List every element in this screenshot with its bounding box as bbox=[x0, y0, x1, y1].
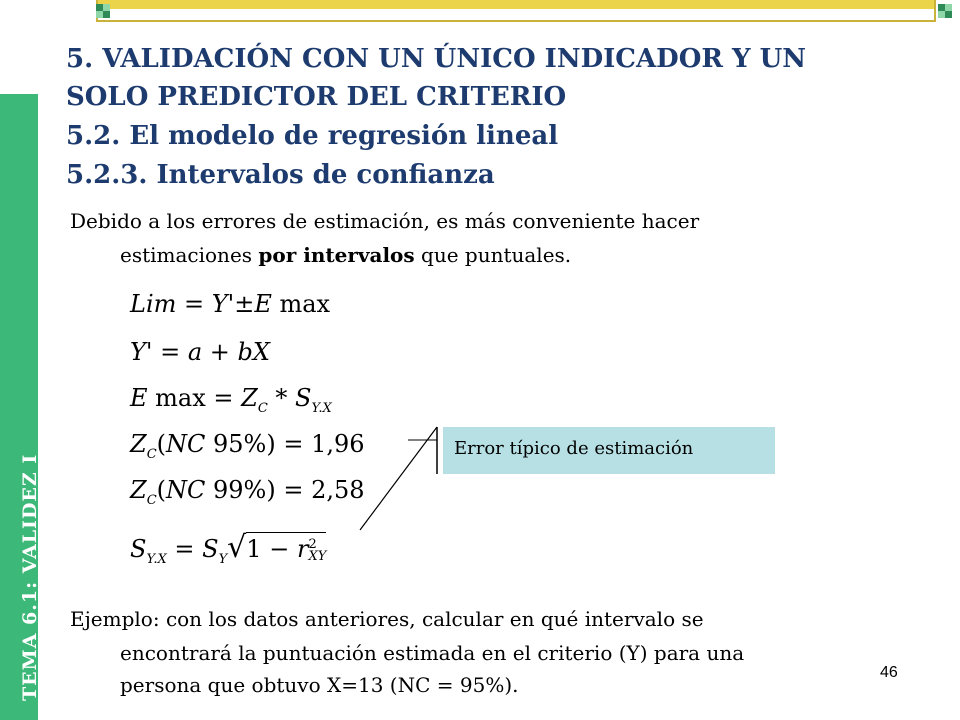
f1-lhs: Lim bbox=[130, 290, 177, 318]
f6-sy: S bbox=[202, 535, 219, 563]
f6-sy-sub: Y bbox=[218, 551, 228, 567]
f3-star: * bbox=[267, 384, 296, 412]
f3-e: E bbox=[130, 384, 148, 412]
example-paragraph bbox=[70, 602, 916, 700]
f6-s-sub: Y.X bbox=[146, 551, 167, 567]
f1-pm: ± bbox=[234, 290, 255, 318]
f1-eq: = bbox=[176, 290, 212, 318]
example-line3: persona que obtuvo X=13 (NC = 95%). bbox=[120, 673, 519, 697]
f3-z-sub: C bbox=[257, 400, 268, 416]
f1-yprime: Y' bbox=[211, 290, 235, 318]
side-label: TEMA 6.1: VALIDEZ I bbox=[19, 453, 41, 701]
page-number: 46 bbox=[880, 664, 898, 681]
example-line1: Ejemplo: con los datos anteriores, calcular en qué intervalo se bbox=[70, 607, 704, 631]
f5-pct: 99% bbox=[205, 476, 267, 504]
section-title-line2: SOLO PREDICTOR DEL CRITERIO bbox=[66, 82, 567, 112]
f6-eq: = bbox=[166, 535, 203, 563]
f2-lhs: Y' bbox=[130, 338, 153, 366]
f6-minus: − bbox=[261, 535, 297, 563]
f6-s: S bbox=[130, 535, 147, 563]
f4-close: ) bbox=[266, 430, 276, 458]
f3-s: S bbox=[295, 384, 312, 412]
f2-eq: = bbox=[152, 338, 188, 366]
f2-plus: + bbox=[202, 338, 238, 366]
f6-one: 1 bbox=[246, 535, 262, 563]
callout-pointer-line bbox=[360, 427, 437, 530]
f5-nc: NC bbox=[166, 476, 206, 504]
callout-box: Error típico de estimación bbox=[443, 427, 775, 474]
f2-a: a bbox=[187, 338, 203, 366]
f5-eq: = bbox=[275, 476, 312, 504]
f6-r-sub: XY bbox=[308, 548, 327, 564]
f4-open: ( bbox=[156, 430, 167, 458]
f4-z-sub: C bbox=[146, 446, 157, 462]
f6-r: r bbox=[296, 535, 309, 563]
intro-bold-text: por intervalos bbox=[258, 243, 415, 267]
f5-val: 2,58 bbox=[311, 476, 365, 504]
example-line2: encontrará la puntuación estimada en el criterio (Y) para una bbox=[120, 641, 745, 665]
f5-z: Z bbox=[130, 476, 147, 504]
f4-nc: NC bbox=[166, 430, 206, 458]
f5-open: ( bbox=[156, 476, 167, 504]
f3-s-sub: Y.X bbox=[311, 400, 332, 416]
f2-bx: bX bbox=[237, 338, 270, 366]
f4-z: Z bbox=[130, 430, 147, 458]
f1-max: max bbox=[271, 290, 331, 318]
intro-line2-before: estimaciones bbox=[120, 243, 259, 267]
f3-max: max bbox=[147, 384, 206, 412]
section-title-line1: 5. VALIDACIÓN CON UN ÚNICO INDICADOR Y UN bbox=[66, 44, 807, 74]
sqrt-sign: √ bbox=[227, 530, 247, 565]
intro-line1: Debido a los errores de estimación, es más conveniente hacer bbox=[70, 209, 700, 233]
subsection-title: 5.2. El modelo de regresión lineal bbox=[66, 121, 559, 151]
f4-pct: 95% bbox=[205, 430, 267, 458]
f4-val: 1,96 bbox=[311, 430, 365, 458]
f6-r-sup: 2 bbox=[308, 536, 317, 552]
f1-e: E bbox=[254, 290, 272, 318]
f3-eq: = bbox=[205, 384, 242, 412]
f5-z-sub: C bbox=[146, 492, 157, 508]
f3-z: Z bbox=[241, 384, 258, 412]
intro-line2-after: que puntuales. bbox=[414, 243, 572, 267]
subsubsection-title: 5.2.3. Intervalos de confianza bbox=[66, 160, 495, 190]
f4-eq: = bbox=[275, 430, 312, 458]
f5-close: ) bbox=[266, 476, 276, 504]
